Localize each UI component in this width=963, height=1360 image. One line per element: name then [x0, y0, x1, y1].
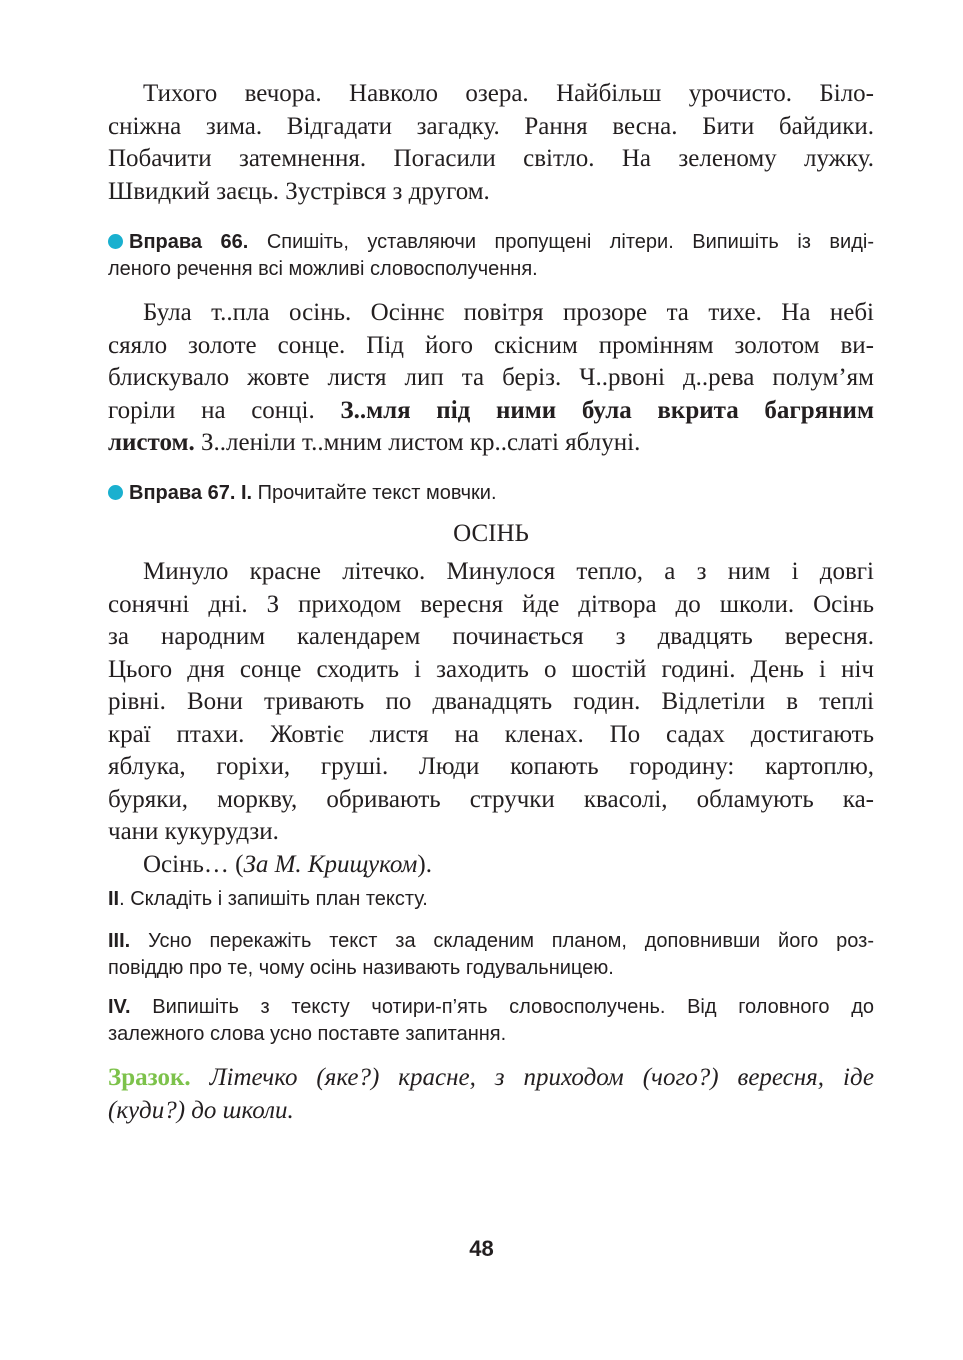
exercise-66-label: Вправа 66.	[129, 231, 249, 253]
ex67-line-1: Минуло красне літечко. Минулося тепло, а з ним і довгі	[143, 558, 874, 585]
exercise-66-task-text-1: Спишіть, уставляючи пропущені літери. Випишіть із виді-	[266, 231, 874, 253]
intro-line-4: Швидкий заєць. Зустрівся з другом.	[108, 177, 490, 205]
exercise-66-task	[108, 229, 874, 283]
ex66-line-4-start: горіли на сонці.	[108, 396, 341, 424]
closing-end: ).	[417, 850, 432, 878]
sample-label: Зразок.	[108, 1064, 191, 1091]
intro-line-3: Побачити затемнення. Погасили світло. На зеленому лужку.	[108, 145, 874, 172]
intro-line-1: Тихого вечора. Навколо озера. Найбільш урочисто. Біло-	[143, 80, 874, 107]
ex67-line-5: рівні. Вони тривають по дванадцять годин. Відлетіли в теплі	[108, 688, 874, 715]
sample-block	[108, 1062, 874, 1127]
part-4-text-1: Випишіть з тексту чотири-п’ять словосполучень. Від головного до	[152, 996, 874, 1018]
part-3-text-1: Усно перекажіть текст за складеним планом, доповнивши його роз-	[148, 930, 874, 952]
ex67-closing-line	[108, 849, 874, 882]
ex66-line-5	[108, 427, 874, 460]
ex67-line-7: яблука, горіхи, груші. Люди копають городину: картоплю,	[108, 753, 874, 780]
exercise-66-task-line-1	[108, 229, 874, 256]
exercise-66-task-line-2: леного речення всі можливі словосполучення.	[108, 258, 538, 280]
ex66-line-3: блискувало жовте листя лип та беріз. Ч..рвоні д..рева полум’ям	[108, 364, 874, 391]
ex66-line-4	[108, 395, 874, 428]
ex67-line-8: буряки, моркву, обривають стручки квасолі, обламують ка-	[108, 785, 874, 813]
exercise-66-text	[108, 297, 874, 460]
ex66-line-1: Була т..пла осінь. Осіннє повітря прозоре та тихе. На небі	[143, 299, 874, 326]
intro-line-2: сніжна зима. Відгадати загадку. Рання весна. Бити байдики.	[108, 112, 874, 140]
exercise-67-task	[108, 480, 874, 507]
part-4-task	[108, 994, 874, 1048]
exercise-67-text	[108, 556, 874, 881]
ex67-line-6: краї птахи. Жовтіє листя на кленах. По садах достигають	[108, 720, 874, 748]
part-2-number: II	[108, 888, 120, 910]
exercise-67-label: Вправа 67.	[129, 482, 236, 504]
part-2-text: . Складіть і запишіть план тексту.	[119, 888, 428, 910]
ex66-line-5-end: З..леніли т..мним листом кр..слаті яблуні.	[194, 429, 641, 456]
part-4-number: IV.	[108, 996, 131, 1018]
part-3-task	[108, 928, 874, 982]
ex66-bold-sentence-part1: З..мля під ними була вкрита багряним	[340, 396, 874, 424]
ex67-line-2: сонячні дні. З приходом вересня йде дітвора до школи. Осінь	[108, 590, 874, 618]
part-2-line	[108, 886, 874, 913]
part-3-line-2: повіддю про те, чому осінь називають годувальницею.	[108, 957, 614, 979]
sample-line-1	[108, 1062, 874, 1095]
part-1-number: I.	[240, 482, 253, 504]
page-number: 48	[469, 1236, 494, 1261]
sample-text-2: (куди?) до школи.	[108, 1096, 294, 1124]
text-title: ОСІНЬ	[453, 520, 529, 547]
closing-author: За М. Крищуком	[243, 850, 418, 878]
ex67-line-9: чани кукурудзи.	[108, 818, 279, 845]
exercise-67-task-line	[108, 480, 874, 507]
part-1-text: Прочитайте текст мовчки.	[257, 482, 497, 504]
closing-start: Осінь… (	[143, 850, 244, 878]
bullet-dot-icon	[108, 485, 123, 500]
part-3-number: III.	[108, 930, 131, 952]
intro-paragraph	[108, 78, 874, 208]
part-4-line-2: залежного слова усно поставте запитання.	[108, 1023, 507, 1045]
bullet-dot-icon	[108, 234, 123, 249]
part-4-line-1	[108, 994, 874, 1021]
ex66-bold-sentence-part2: листом.	[108, 429, 195, 456]
sample-text-1: Літечко (яке?) красне, з приходом (чого?) вересня, іде	[190, 1064, 874, 1091]
ex67-line-3: за народним календарем починається з двадцять вересня.	[108, 623, 874, 650]
part-2-task	[108, 886, 874, 913]
part-3-line-1	[108, 928, 874, 955]
ex66-line-2: сяяло золоте сонце. Під його скісним промінням золотом ви-	[108, 331, 874, 359]
ex67-line-4: Цього дня сонце сходить і заходить о шостій годині. День і ніч	[108, 655, 874, 683]
